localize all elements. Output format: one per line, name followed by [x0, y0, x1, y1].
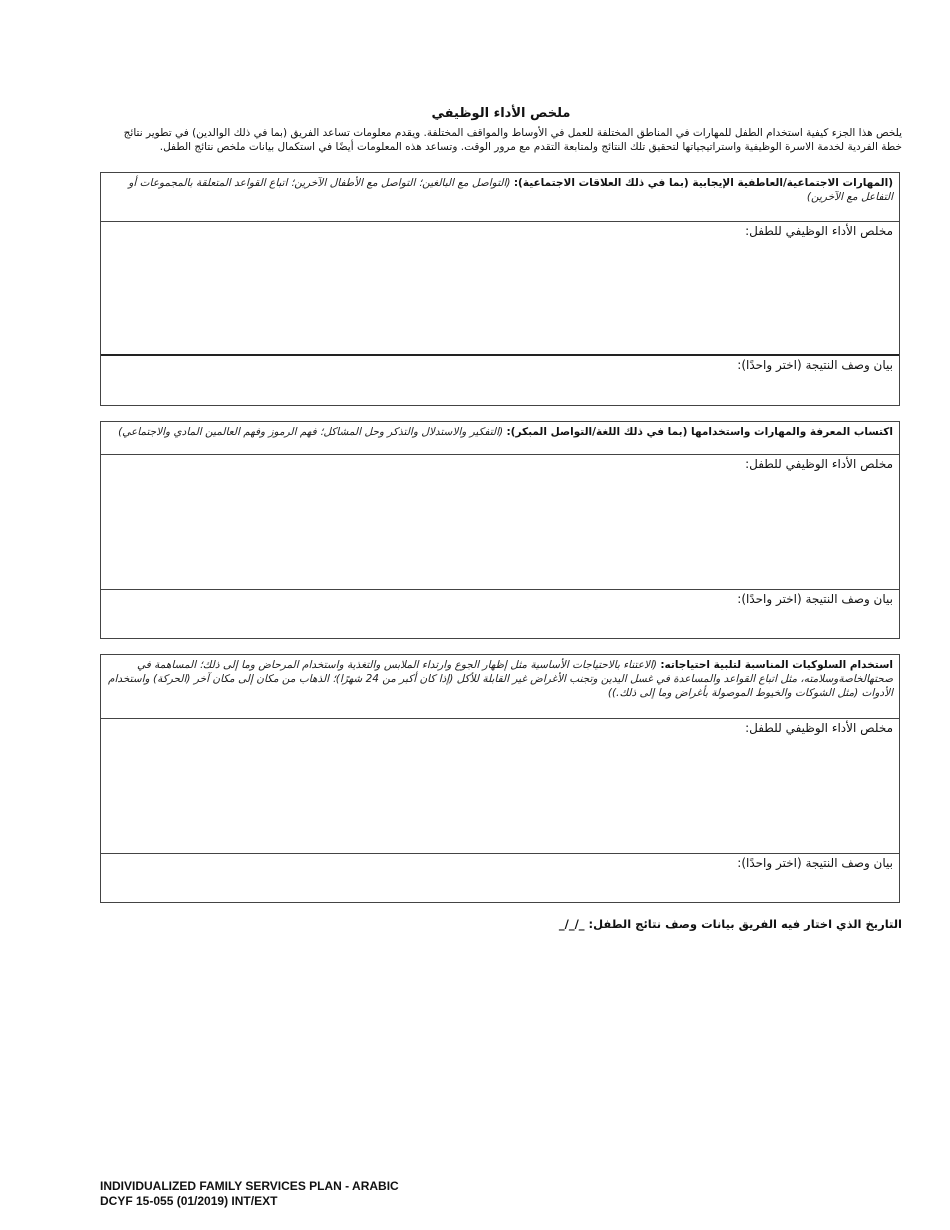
outcome-statement-field[interactable] — [101, 854, 899, 902]
section-header — [101, 173, 899, 222]
child-summary-field[interactable] — [101, 222, 899, 356]
summary-label: مخلص الأداء الوظيفي للطفل: — [745, 721, 893, 735]
form-footer — [100, 1179, 600, 1209]
outcome-label: بيان وصف النتيجة (اختر واحدًا): — [737, 358, 893, 372]
outcome-label: بيان وصف النتيجة (اختر واحدًا): — [737, 592, 893, 606]
child-summary-field[interactable] — [101, 455, 899, 590]
intro-paragraph: يلخص هذا الجزء كيفية استخدام الطفل للمهارات في المناطق المختلفة للعمل في الأوساط والمواقف المختلفة. ويقدم معلومات تساعد الفريق (بما في ذلك الوالدين) في تطوير نتائج خطة الفردية لخدمة الاسرة الوظيفية واستراتيجياتها لتحقيق تلك النتائج ولمتابعة التقدم مع مرور الوقت. وتساعد هذه المعلومات أيضًا في استكمال بيانات ملخص نتائج الطفل. — [123, 127, 902, 153]
footer-form-number: DCYF 15-055 (01/2019) INT/EXT — [100, 1194, 278, 1208]
summary-label: مخلص الأداء الوظيفي للطفل: — [745, 457, 893, 471]
section-knowledge-skills — [100, 421, 900, 639]
section-description: (التفكير والاستدلال والتذكر وحل المشاكل؛ فهم الرموز وفهم العالمين المادي والاجتماعي) — [118, 426, 504, 438]
section-heading: استخدام السلوكيات المناسبة لتلبية احتياجاته: — [660, 659, 893, 671]
summary-label: مخلص الأداء الوظيفي للطفل: — [745, 224, 893, 238]
child-summary-field[interactable] — [101, 719, 899, 854]
section-description: (التواصل مع البالغين؛ التواصل مع الأطفال الآخرين؛ اتباع القواعد المتعلقة بالمجموعات أو التفاعل مع الآخرين) — [128, 177, 893, 203]
section-heading: اكتساب المعرفة والمهارات واستخدامها (بما في ذلك اللغة/التواصل المبكر): — [506, 426, 893, 438]
outcome-statement-field[interactable] — [101, 590, 899, 638]
section-description: (الاعتناء بالاحتياجات الأساسية مثل إظهار الجوع وارتداء الملابس والتغذية واستخدام المرحاض وما إلى ذلك؛ المساهمة في صحتهالخاصةوسلامته، مثل اتباع القواعد والمساعدة في غسل اليدين وتجنب الأغراض غير القابلة للأكل (إذا كان أكبر من 24 شهرًا)؛ الذهاب من مكان إلى مكان آخر (الحركة) واستخدام الأدوات (مثل الشوكات والخيوط الموصولة بأغراض وما إلى ذلك.)) — [107, 659, 893, 699]
outcome-label: بيان وصف النتيجة (اختر واحدًا): — [737, 856, 893, 870]
section-social-emotional — [100, 172, 900, 406]
decision-date-line: التاريخ الذي اختار فيه الفريق بيانات وصف نتائج الطفل: _/_/_ — [558, 917, 902, 931]
section-heading: (المهارات الاجتماعية/العاطفية الإيجابية (بما في ذلك العلاقات الاجتماعية): — [513, 177, 893, 189]
footer-form-title: INDIVIDUALIZED FAMILY SERVICES PLAN - ARABIC — [100, 1179, 399, 1193]
section-header — [101, 422, 899, 455]
section-meeting-needs — [100, 654, 900, 903]
section-header — [101, 655, 899, 719]
outcome-statement-field[interactable] — [101, 356, 899, 405]
page-title: ملخص الأداء الوظيفي — [431, 106, 571, 121]
